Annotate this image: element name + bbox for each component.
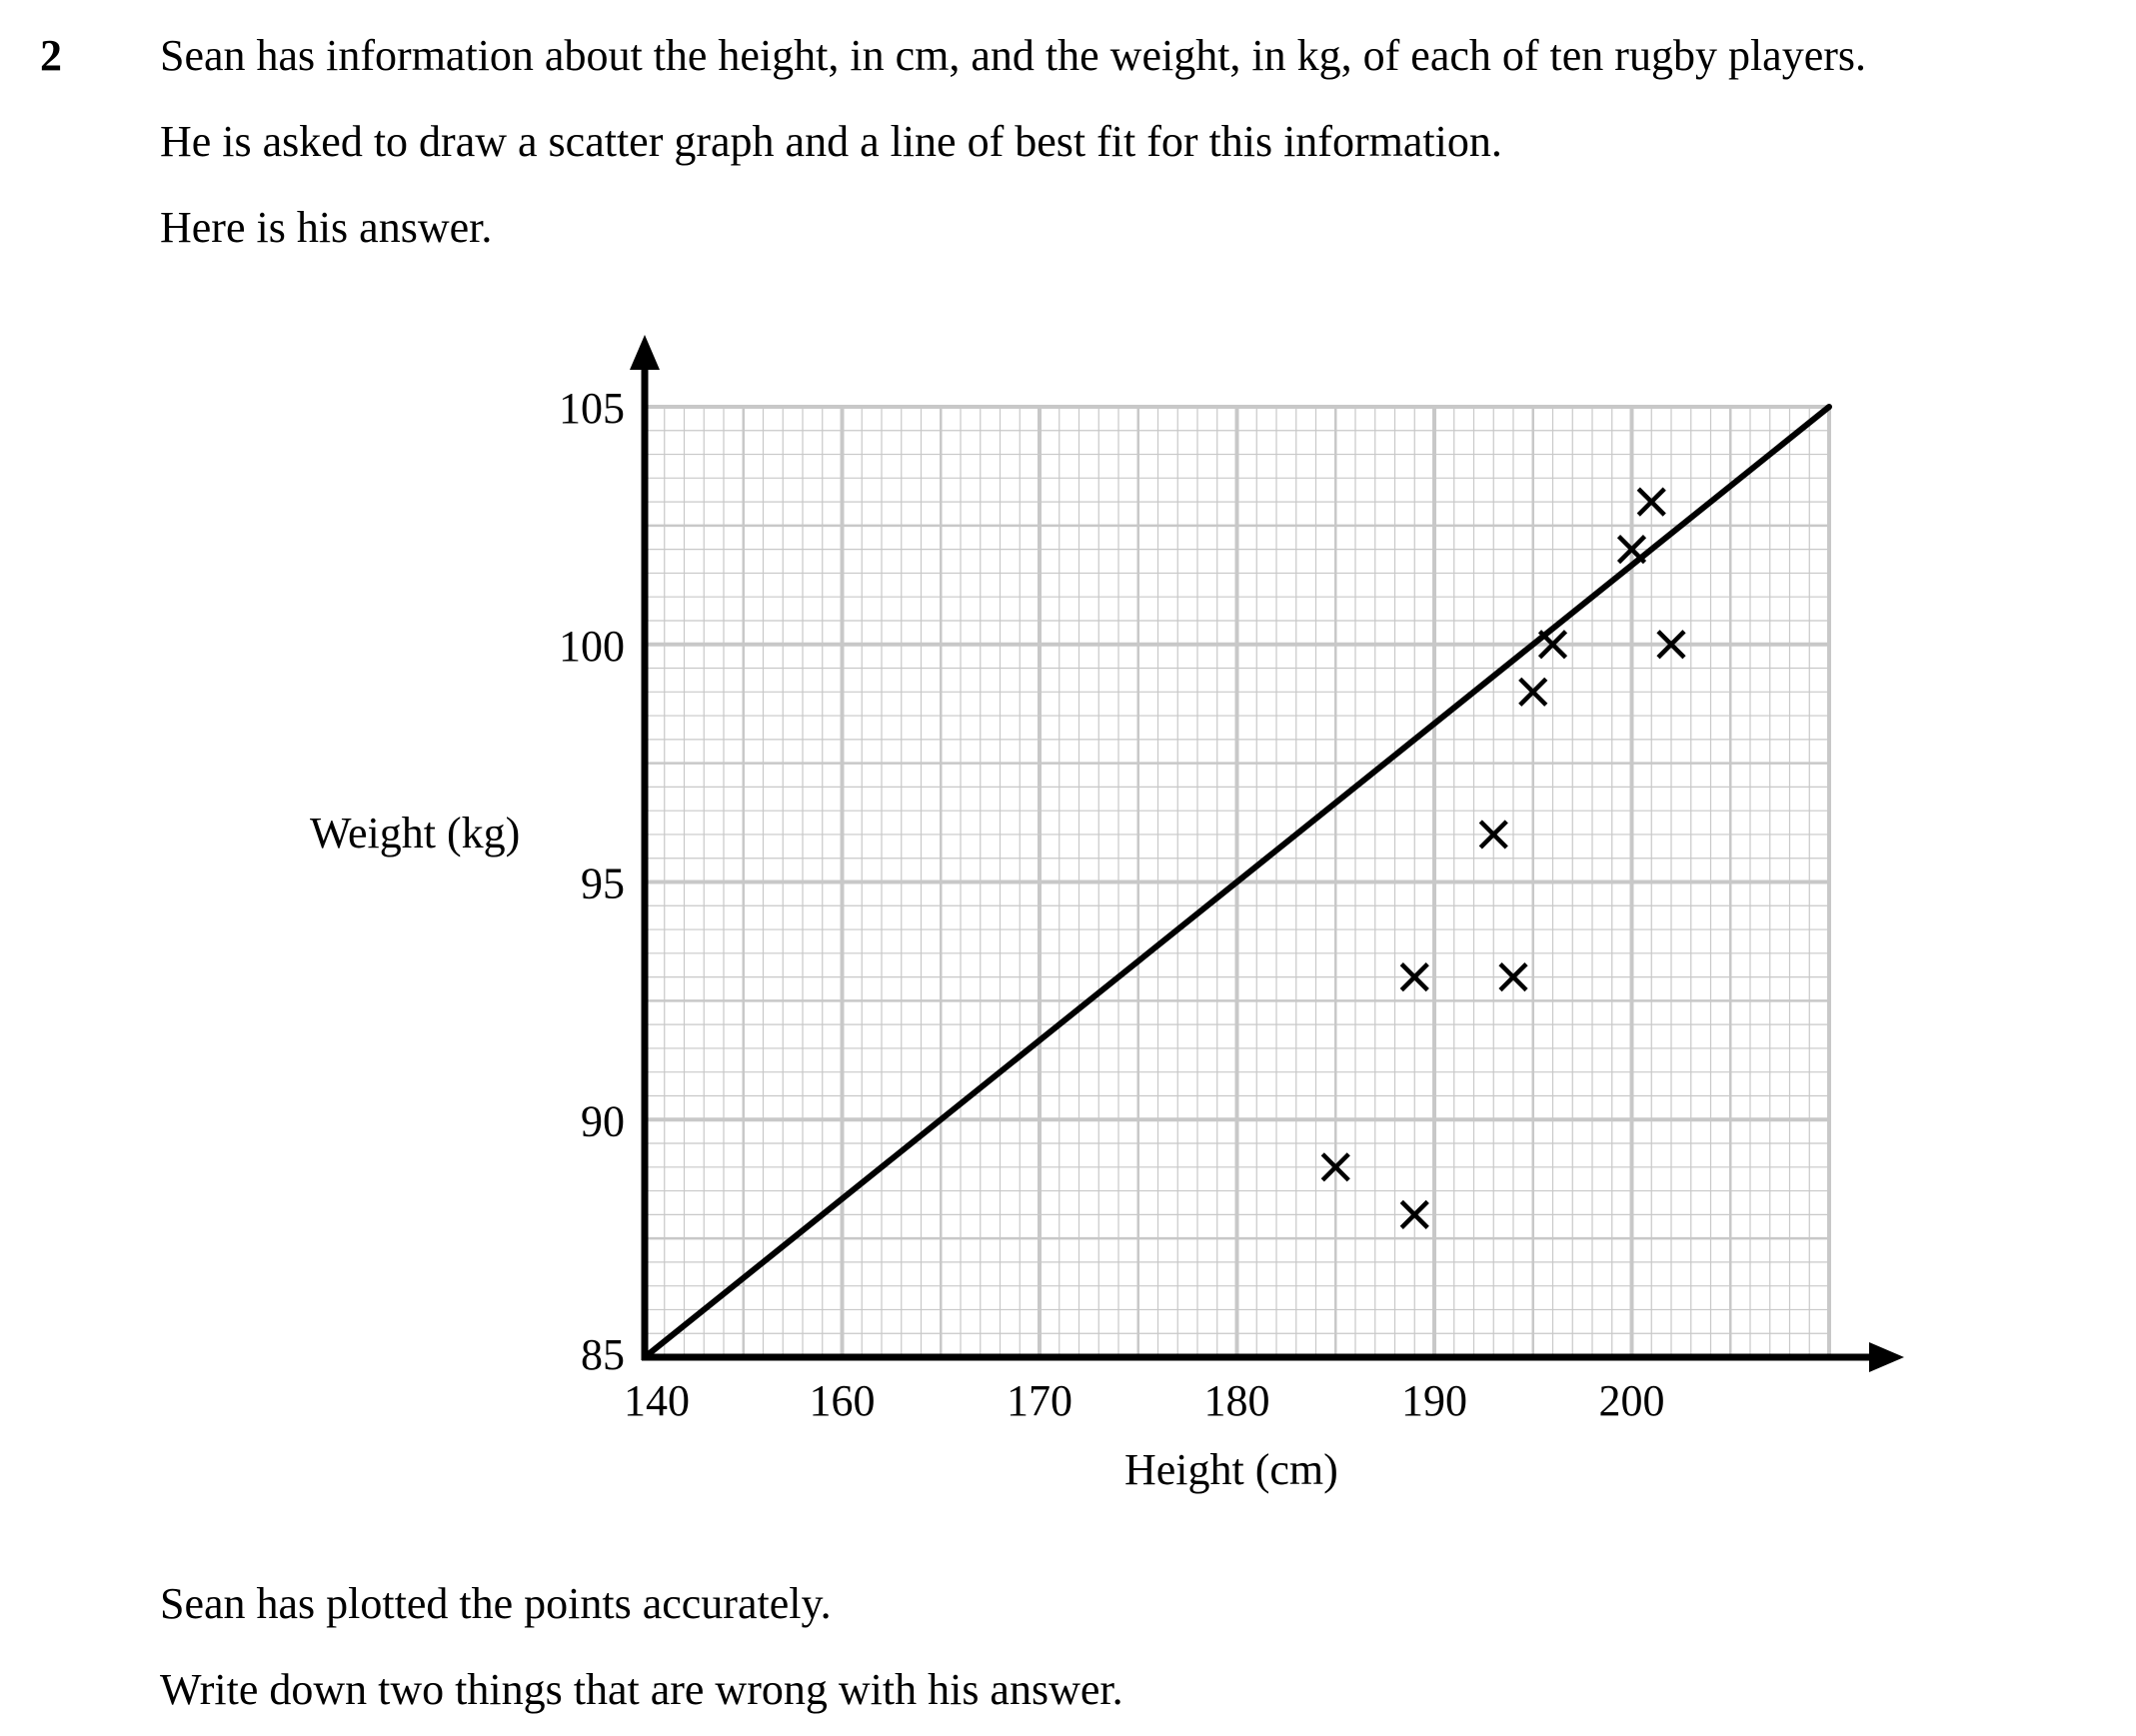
x-tick-label: 190 [1401, 1376, 1467, 1425]
y-tick-label: 95 [581, 859, 625, 908]
x-axis-label: Height (cm) [1124, 1445, 1338, 1494]
x-tick-label: 170 [1007, 1376, 1072, 1425]
y-tick-label: 100 [559, 621, 625, 671]
question-number: 2 [40, 31, 62, 80]
x-tick-label: 200 [1598, 1376, 1665, 1425]
intro-line-3: Here is his answer. [160, 203, 493, 252]
y-tick-label: 90 [581, 1096, 625, 1146]
x-tick-label: 180 [1203, 1376, 1270, 1425]
y-axis-label: Weight (kg) [310, 809, 521, 858]
x-tick-label: 160 [809, 1376, 876, 1425]
y-axis-arrow [630, 335, 660, 370]
tick-labels [559, 384, 1665, 1425]
closing-line-1: Sean has plotted the points accurately. [160, 1579, 832, 1628]
y-tick-label: 105 [559, 384, 625, 433]
y-tick-label: 85 [581, 1330, 625, 1379]
closing-line-2: Write down two things that are wrong with his answer. [160, 1665, 1123, 1714]
x-axis-arrow [1869, 1342, 1904, 1372]
intro-line-2: He is asked to draw a scatter graph and a line of best fit for this information. [160, 117, 1502, 166]
intro-line-1: Sean has information about the height, in cm, and the weight, in kg, of each of ten rugby players. [160, 31, 1866, 80]
x-tick-label: 140 [624, 1376, 690, 1425]
